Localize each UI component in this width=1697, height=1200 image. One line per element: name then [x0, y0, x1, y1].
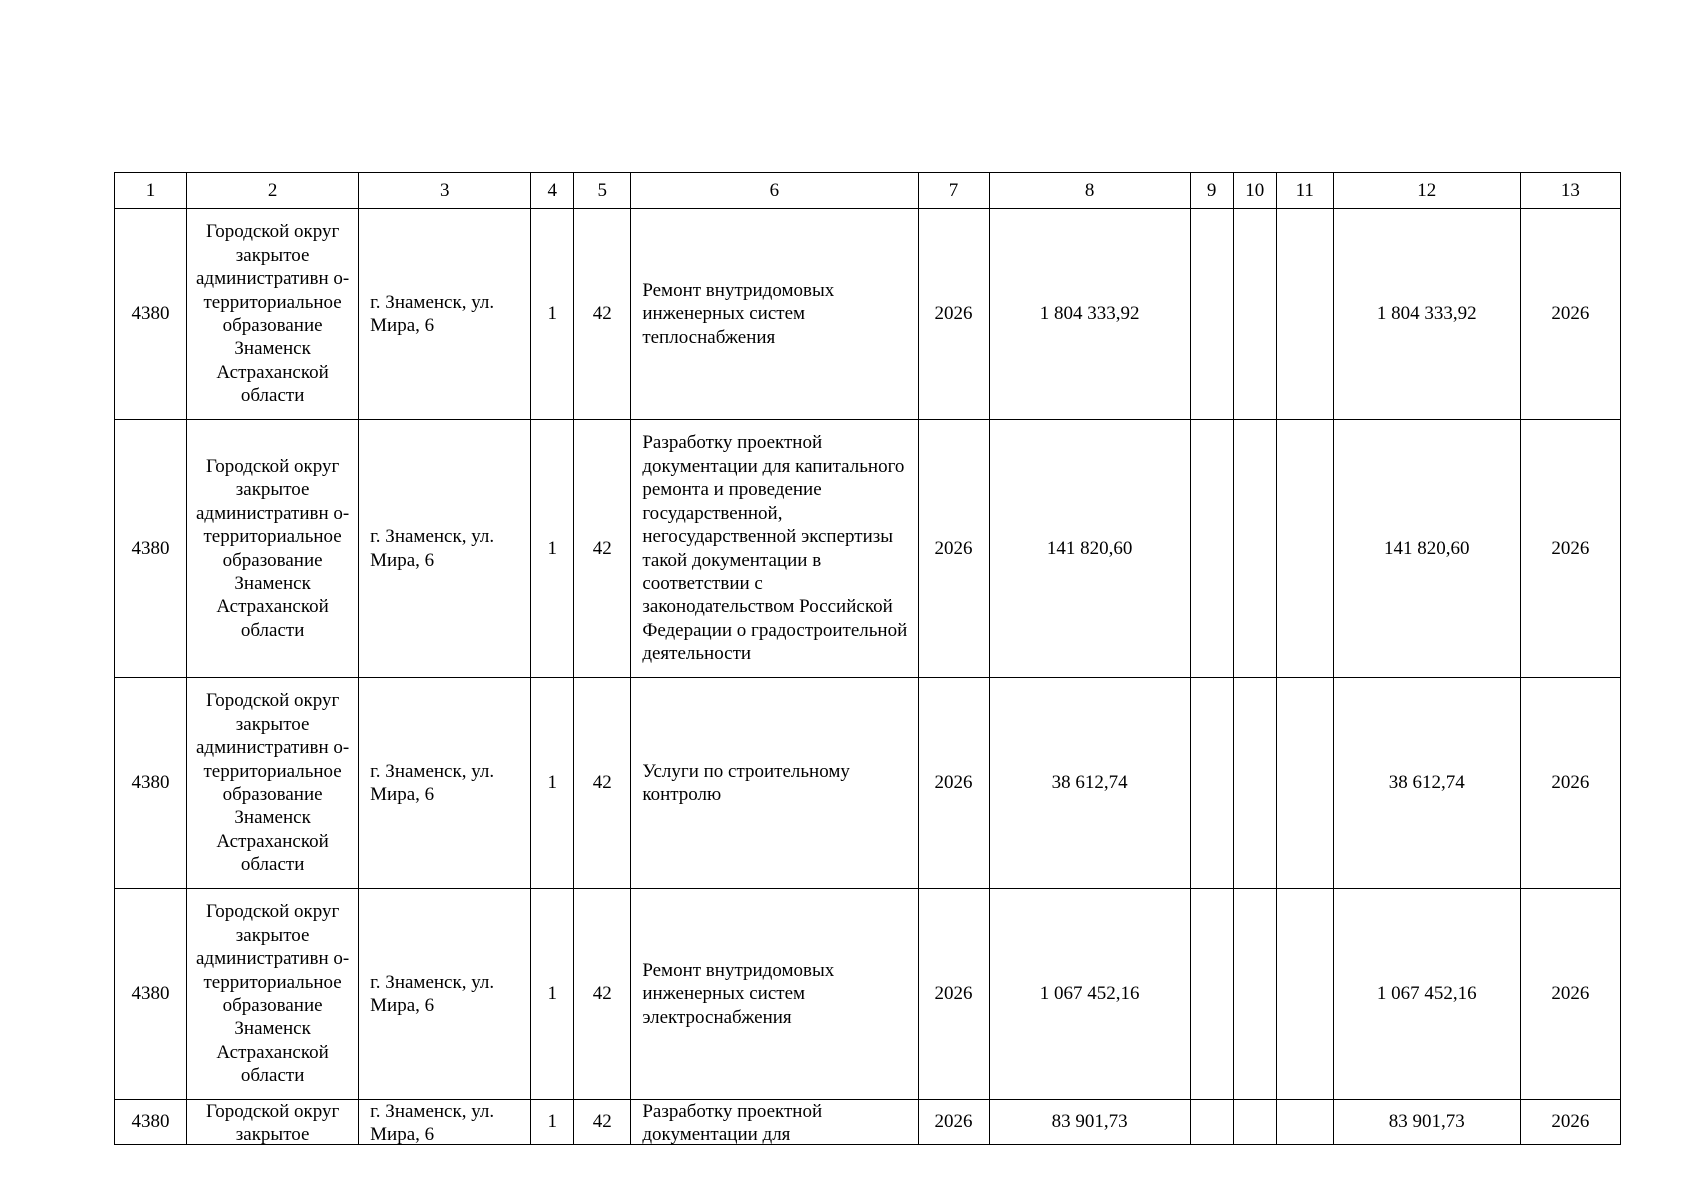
cell-year: 2026: [918, 209, 989, 420]
cell-year: 2026: [918, 678, 989, 889]
table-row: [115, 678, 1621, 889]
cell-cost: 1 804 333,92: [989, 209, 1190, 420]
column-header: 5: [574, 173, 631, 209]
capital-repair-table: [114, 172, 1621, 1145]
cell-col5: 42: [574, 1100, 631, 1145]
column-header: 3: [359, 173, 531, 209]
cell-end-year: 2026: [1520, 209, 1620, 420]
table-row: [115, 209, 1621, 420]
cell-col10: [1233, 678, 1276, 889]
cell-col11: [1276, 1100, 1333, 1145]
cell-col4: 1: [531, 209, 574, 420]
cell-col4: 1: [531, 1100, 574, 1145]
table-row: [115, 889, 1621, 1100]
column-header: 11: [1276, 173, 1333, 209]
cell-work-type: Ремонт внутридомовых инженерных систем электроснабжения: [631, 889, 918, 1100]
cell-col11: [1276, 678, 1333, 889]
column-header: 7: [918, 173, 989, 209]
column-header: 12: [1333, 173, 1520, 209]
cell-col10: [1233, 420, 1276, 678]
cell-code: 4380: [115, 1100, 187, 1145]
cell-col5: 42: [574, 889, 631, 1100]
cell-address: г. Знаменск, ул. Мира, 6: [359, 209, 531, 420]
cell-address-text: г. Знаменск, ул. Мира, 6: [370, 1101, 495, 1144]
cell-cost: 1 067 452,16: [989, 889, 1190, 1100]
column-header: 9: [1190, 173, 1233, 209]
cell-work-type: [631, 1100, 918, 1145]
cell-year: 2026: [918, 420, 989, 678]
cell-code: 4380: [115, 420, 187, 678]
cell-col4: 1: [531, 678, 574, 889]
cell-end-year: 2026: [1520, 1100, 1620, 1145]
cell-col9: [1190, 420, 1233, 678]
cell-total: 1 804 333,92: [1333, 209, 1520, 420]
cell-end-year: 2026: [1520, 889, 1620, 1100]
column-header: 4: [531, 173, 574, 209]
cell-work-type: Услуги по строительному контролю: [631, 678, 918, 889]
cell-code: 4380: [115, 209, 187, 420]
cell-work-type: Ремонт внутридомовых инженерных систем теплоснабжения: [631, 209, 918, 420]
cell-col9: [1190, 209, 1233, 420]
cell-code: 4380: [115, 678, 187, 889]
column-header: 8: [989, 173, 1190, 209]
cell-col5: 42: [574, 209, 631, 420]
cell-address: г. Знаменск, ул. Мира, 6: [359, 420, 531, 678]
cell-col11: [1276, 420, 1333, 678]
cell-municipality: Городской округ закрытое административн о- территориальное образование Знаменск Астраханской области: [187, 678, 359, 889]
cell-col5: 42: [574, 678, 631, 889]
cell-year: 2026: [918, 1100, 989, 1145]
cell-total: 1 067 452,16: [1333, 889, 1520, 1100]
table-row: [115, 1100, 1621, 1145]
cell-municipality: Городской округ закрытое административн о- территориальное образование Знаменск Астраханской области: [187, 209, 359, 420]
cell-col9: [1190, 1100, 1233, 1145]
column-header: 1: [115, 173, 187, 209]
cell-col10: [1233, 1100, 1276, 1145]
cell-year: 2026: [918, 889, 989, 1100]
cell-end-year: 2026: [1520, 678, 1620, 889]
table-header-row: [115, 173, 1621, 209]
column-header: 2: [187, 173, 359, 209]
column-header: 13: [1520, 173, 1620, 209]
cell-municipality: [187, 1100, 359, 1145]
cell-cost: 83 901,73: [989, 1100, 1190, 1145]
cell-total: 38 612,74: [1333, 678, 1520, 889]
cell-municipality: Городской округ закрытое административн о- территориальное образование Знаменск Астраханской области: [187, 420, 359, 678]
cell-work-type: Разработку проектной документации для капитального ремонта и проведение государственной, негосударственной экспертизы такой документации в соответствии с законодательством Российской Федерации о градостроительной деятельности: [631, 420, 918, 678]
cell-total: 141 820,60: [1333, 420, 1520, 678]
cell-municipality: Городской округ закрытое административн о- территориальное образование Знаменск Астраханской области: [187, 889, 359, 1100]
cell-col9: [1190, 889, 1233, 1100]
cell-address: г. Знаменск, ул. Мира, 6: [359, 678, 531, 889]
cell-work-type-text: Разработку проектной документации для: [642, 1101, 823, 1144]
cell-col10: [1233, 889, 1276, 1100]
cell-cost: 38 612,74: [989, 678, 1190, 889]
cell-cost: 141 820,60: [989, 420, 1190, 678]
cell-col11: [1276, 209, 1333, 420]
cell-col9: [1190, 678, 1233, 889]
cell-end-year: 2026: [1520, 420, 1620, 678]
cell-col4: 1: [531, 889, 574, 1100]
cell-total: 83 901,73: [1333, 1100, 1520, 1145]
cell-col5: 42: [574, 420, 631, 678]
cell-municipality-text: Городской округ закрытое: [205, 1101, 340, 1144]
cell-address: г. Знаменск, ул. Мира, 6: [359, 889, 531, 1100]
cell-address: [359, 1100, 531, 1145]
cell-col10: [1233, 209, 1276, 420]
cell-col4: 1: [531, 420, 574, 678]
column-header: 6: [631, 173, 918, 209]
cell-col11: [1276, 889, 1333, 1100]
column-header: 10: [1233, 173, 1276, 209]
table-row: [115, 420, 1621, 678]
cell-code: 4380: [115, 889, 187, 1100]
